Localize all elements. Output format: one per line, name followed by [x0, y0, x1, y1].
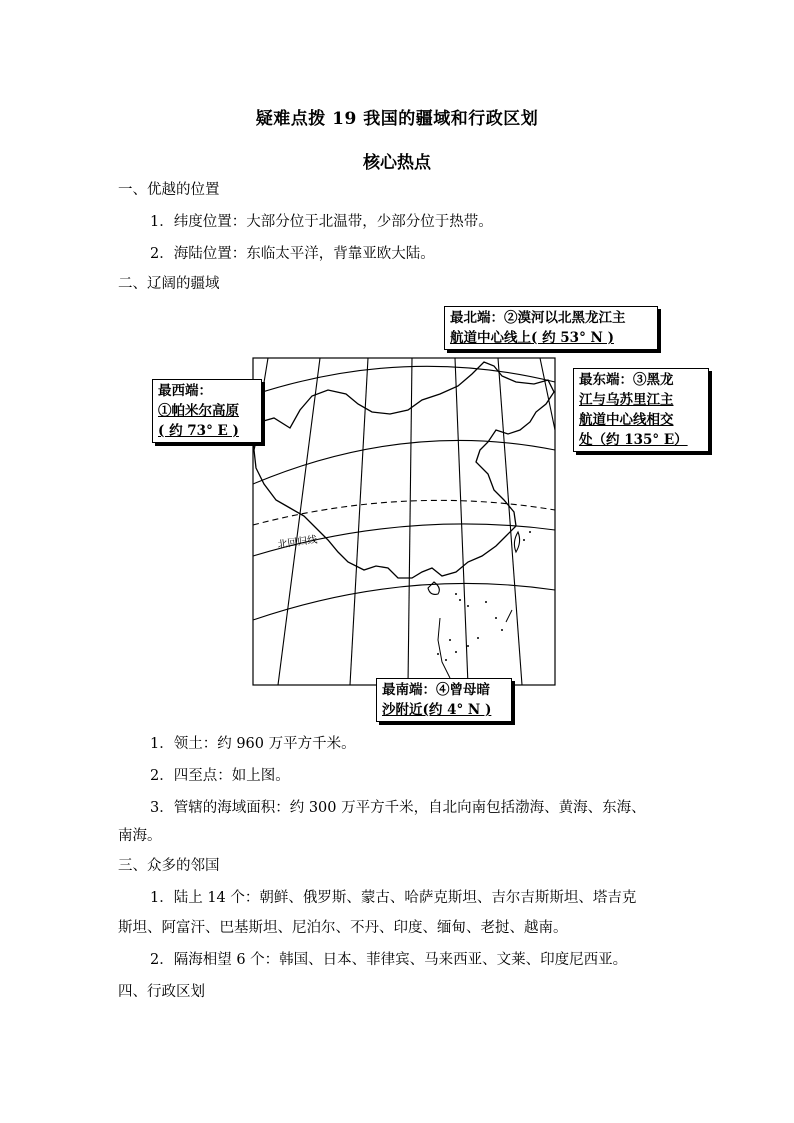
callout-east-line3: 航道中心线相交: [579, 412, 674, 428]
taiwan-island: [514, 532, 519, 552]
land-neighbors-line2: 斯坦、阿富汗、巴基斯坦、尼泊尔、不丹、印度、缅甸、老挝、越南。: [118, 920, 568, 936]
sea-area-line1: 3．管辖的海域面积：约 300 万平方千米，自北向南包括渤海、黄海、东海、: [150, 800, 646, 816]
sea-area-line2: 南海。: [118, 828, 162, 844]
heading-administrative: 四、行政区划: [118, 984, 205, 1000]
callout-west-line1: 最西端：: [158, 383, 212, 399]
callout-east-line2: 江与乌苏里江主: [579, 392, 674, 408]
callout-southernmost: [376, 678, 512, 722]
tropic-label: 北回归线: [276, 534, 319, 551]
callout-east-line4: 处（约 135° E）: [579, 432, 688, 448]
callout-north-line1: 最北端：②漠河以北黑龙江主: [450, 310, 626, 326]
nine-dash-line: [438, 618, 450, 678]
china-territory-map: [150, 300, 570, 720]
callout-west-line2: ①帕米尔高原: [158, 403, 239, 419]
callout-south-line1: 最南端：④曾母暗: [382, 682, 490, 698]
callout-north-line2: 航道中心线上( 约 53° N ): [450, 330, 614, 346]
heading-neighbors: 三、众多的邻国: [118, 858, 220, 874]
sea-neighbors: 2．隔海相望 6 个：韩国、日本、菲律宾、马来西亚、文莱、印度尼西亚。: [150, 952, 628, 968]
graticule: [253, 358, 555, 685]
four-extremes: 2．四至点：如上图。: [150, 768, 290, 784]
heading-location: 一、优越的位置: [118, 182, 220, 198]
callout-west-line3: ( 约 73° E ): [158, 423, 239, 439]
callout-westernmost: [152, 379, 262, 443]
section-subtitle: 核心热点: [363, 153, 431, 173]
land-neighbors-line1: 1．陆上 14 个：朝鲜、俄罗斯、蒙古、哈萨克斯坦、吉尔吉斯斯坦、塔吉克: [150, 890, 637, 906]
callout-northernmost: [444, 306, 658, 350]
heading-territory: 二、辽阔的疆域: [118, 276, 220, 292]
latitude-position: 1．纬度位置：大部分位于北温带，少部分位于热带。: [150, 214, 493, 230]
sea-land-position: 2．海陆位置：东临太平洋，背靠亚欧大陆。: [150, 246, 435, 262]
callout-south-line2: 沙附近(约 4° N ): [382, 702, 492, 718]
page-title: 疑难点拨 19 我国的疆域和行政区划: [255, 109, 539, 129]
callout-easternmost: [573, 368, 709, 452]
callout-east-line1: 最东端：③黑龙: [579, 372, 674, 388]
territory-area: 1．领土：约 960 万平方千米。: [150, 736, 356, 752]
